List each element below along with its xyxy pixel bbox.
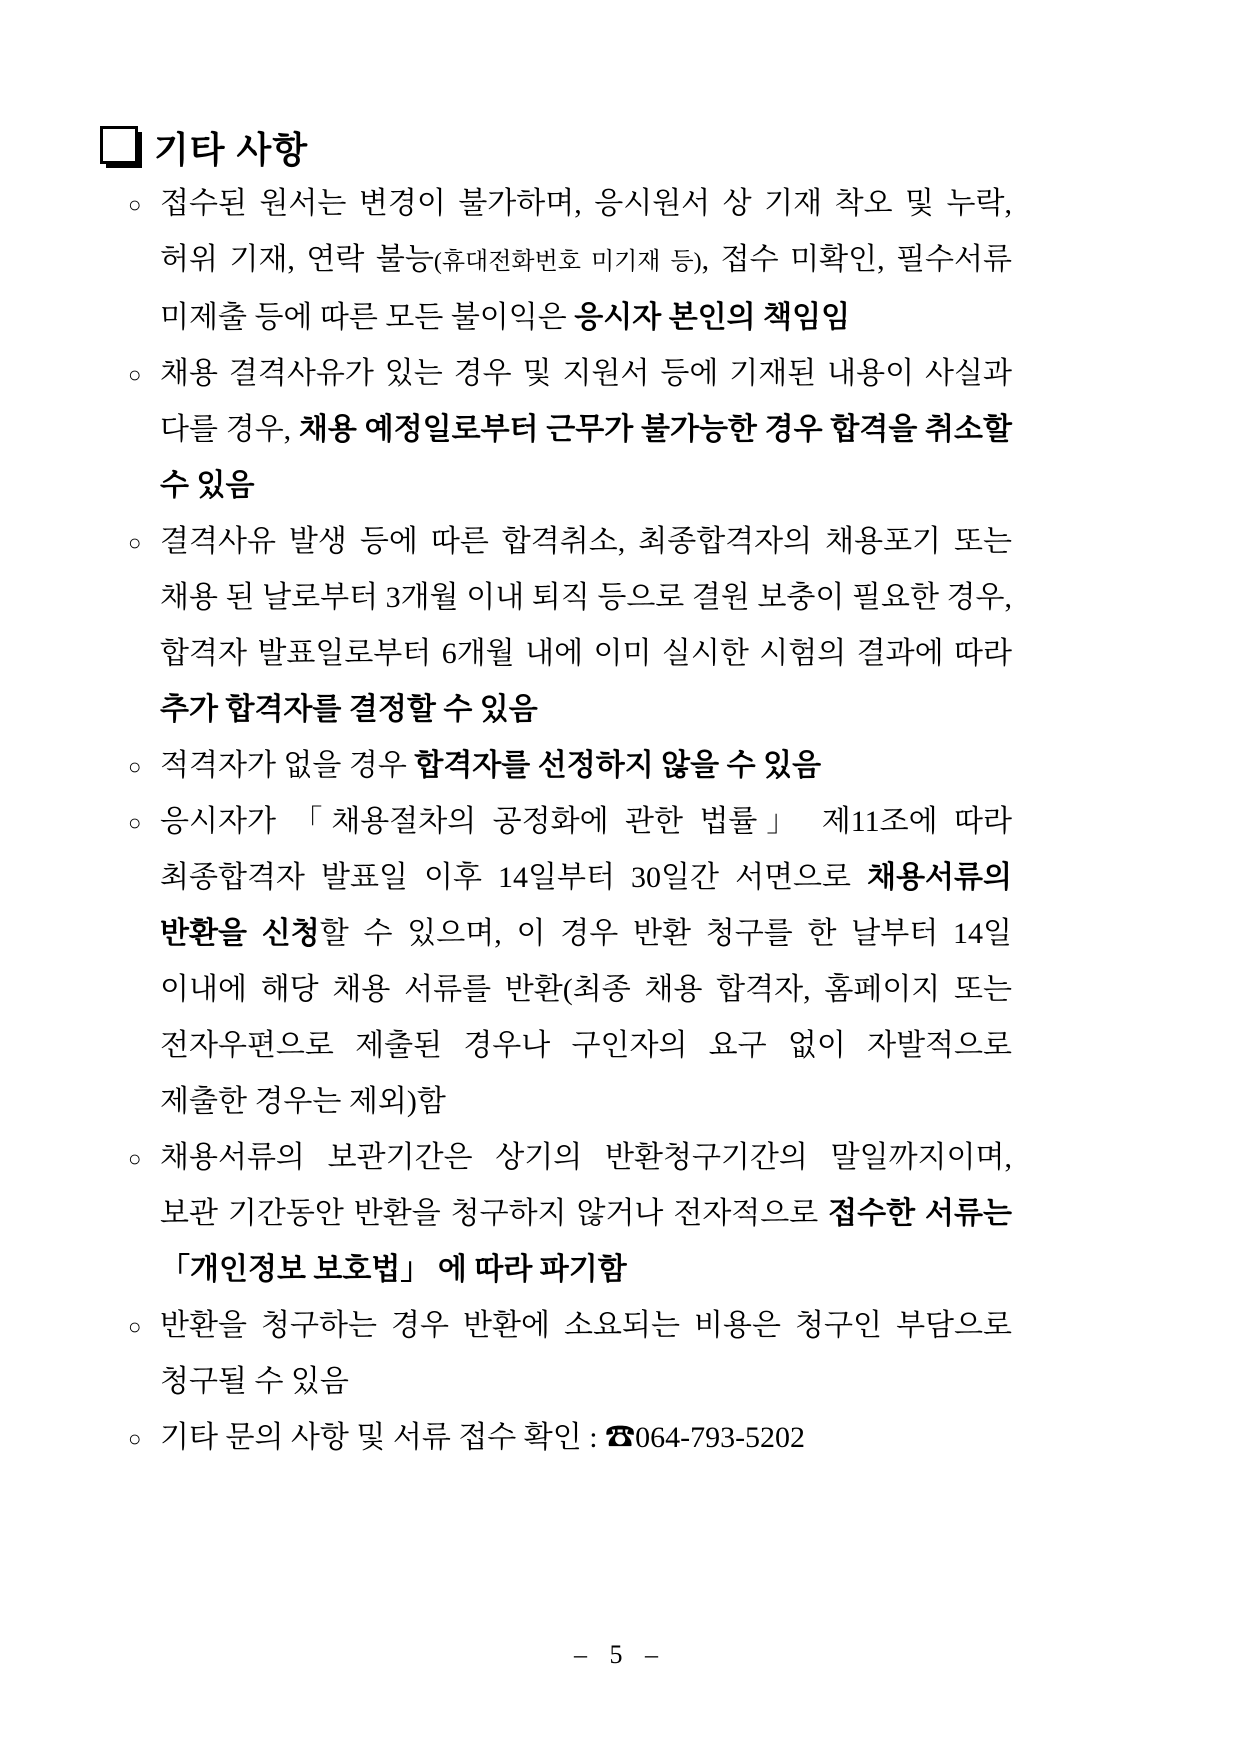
body-text: 결격사유 발생 등에 따른 합격취소, 최종합격자의 채용포기 또는 채용 된 날로부터 3개월 이내 퇴직 등으로 결원 보충이 필요한 경우, 합격자 발표일로부터 6개월 내에 이미 실시한 시험의 결과에 따라	[160, 525, 1012, 670]
section-heading	[100, 122, 308, 173]
list-item	[128, 1130, 1012, 1298]
bullet-circle-icon: ○	[128, 530, 142, 555]
bullet-circle-icon: ○	[128, 810, 142, 835]
section-title: 기타 사항	[154, 129, 309, 170]
body-text: 채용 결격사유가 있는 경우 및 지원서 등에 기재된 내용이 사실과 다를 경우,	[160, 357, 1012, 446]
page-number: – 5 –	[574, 1640, 666, 1669]
body-text: 응시자가 「채용절차의 공정화에 관한 법률」 제11조에 따라 최종합격자 발표일 이후 14일부터 30일간 서면으로	[160, 805, 1012, 894]
list-item	[128, 738, 1012, 794]
body-text-bold: 접수한 서류는 「개인정보 보호법」 에 따라 파기함	[160, 1197, 1012, 1286]
body-text: 채용서류의 보관기간은 상기의 반환청구기간의 말일까지이며, 보관 기간동안 반환을 청구하지 않거나 전자적으로	[160, 1141, 1012, 1230]
body-text-bold: 추가 합격자를 결정할 수 있음	[160, 693, 538, 726]
body-text: 기타 문의 사항 및 서류 접수 확인 :	[160, 1421, 606, 1454]
list-item	[128, 1410, 1012, 1466]
bullet-circle-icon: ○	[128, 1146, 142, 1171]
bullet-circle-icon: ○	[128, 1426, 142, 1451]
body-text-bold: 응시자 본인의 책임임	[574, 301, 851, 334]
body-text: 접수된 원서는 변경이 불가하며, 응시원서 상 기재 착오 및 누락, 허위 기재, 연락 불능	[160, 187, 1012, 276]
telephone-icon: ☎	[605, 1421, 636, 1454]
list-item	[128, 514, 1012, 738]
section-checkbox-icon	[100, 126, 138, 164]
list-item	[128, 346, 1012, 514]
bullet-circle-icon: ○	[128, 362, 142, 387]
bullet-list	[128, 176, 1012, 1466]
body-text-bold: 합격자를 선정하지 않을 수 있음	[414, 749, 822, 782]
body-text: 적격자가 없을 경우	[160, 749, 415, 782]
body-text: , 접수 미확인, 필수서류 미제출 등에 따른 모든 불이익은	[160, 243, 1012, 334]
bullet-circle-icon: ○	[128, 754, 142, 779]
list-item	[128, 794, 1012, 1130]
body-text-bold: 채용서류의 반환을 신청	[160, 861, 1012, 950]
body-text: 할 수 있으며, 이 경우 반환 청구를 한 날부터 14일 이내에 해당 채용 서류를 반환(최종 채용 합격자, 홈페이지 또는 전자우편으로 제출된 경우나 구인자의 요구 없이 자발적으로 제출한 경우는 제외)함	[160, 917, 1013, 1118]
body-text-bold: 채용 예정일로부터 근무가 불가능한 경우 합격을 취소할 수 있음	[160, 413, 1013, 502]
bullet-circle-icon: ○	[128, 192, 142, 217]
list-item	[128, 176, 1012, 346]
body-text-small: (휴대전화번호 미기재 등)	[433, 249, 702, 275]
bullet-circle-icon: ○	[128, 1314, 142, 1339]
list-item	[128, 1298, 1012, 1410]
phone-number: 064-793-5202	[635, 1421, 806, 1454]
body-text: 반환을 청구하는 경우 반환에 소요되는 비용은 청구인 부담으로 청구될 수 있음	[160, 1309, 1012, 1398]
